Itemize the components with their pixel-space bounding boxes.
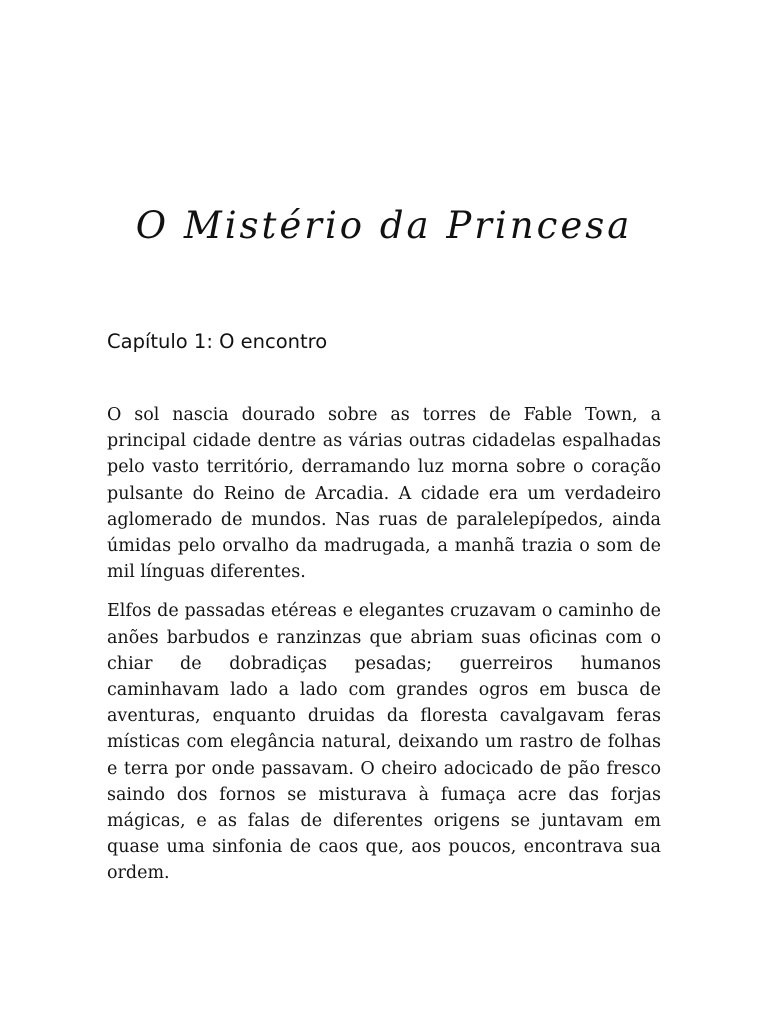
chapter-heading: Capítulo 1: O encontro [107, 330, 328, 353]
book-title: O Mistério da Princesa [135, 204, 633, 247]
paragraph-2: Elfos de passadas etéreas e elegantes cruzavam o caminho de anões barbudos e ranzinzas que abriam suas oficinas com o chiar de dobradiças pesadas; guerreiros humanos caminhavam lado a lado com grandes ogros em busca de aventuras, enquanto druidas da floresta cavalgavam feras místicas com elegância natural, deixando um rastro de folhas e terra por onde passavam. O cheiro adocicado de pão fresco saindo dos fornos se misturava à fumaça acre das forjas mágicas, e as falas de diferentes origens se juntavam em quase uma sinfonia de caos que, aos poucos, encontrava sua ordem. [107, 601, 661, 884]
paragraph-1: O sol nascia dourado sobre as torres de Fable Town, a principal cidade dentre as várias outras cidadelas espalhadas pelo vasto território, derramando luz morna sobre o coração pulsante do Reino de Arcadia. A cidade era um verdadeiro aglomerado de mundos. Nas ruas de paralelepípedos, ainda úmidas pelo orvalho da madrugada, a manhã trazia o som de mil línguas diferentes. [107, 405, 661, 583]
chapter-body [107, 402, 661, 900]
